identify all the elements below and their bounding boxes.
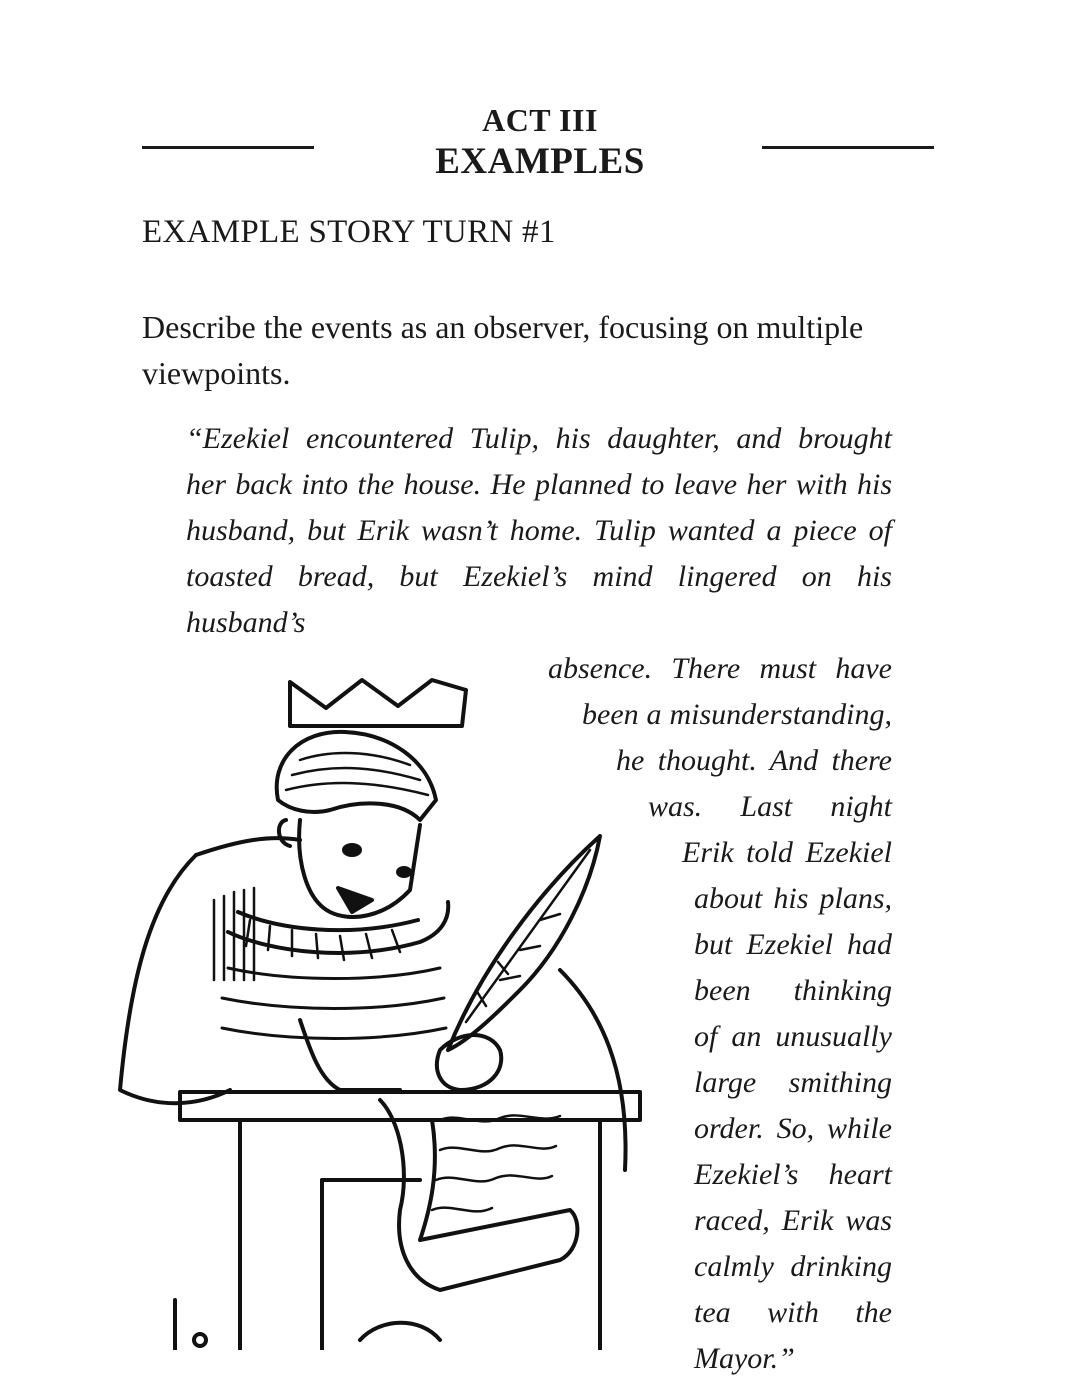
quote-line: been thinking (694, 974, 892, 1007)
quote-line: was. Last night (648, 790, 892, 823)
quote-line: her back into the house. He planned to leave her with his (186, 468, 892, 501)
quote-line: been a misunderstanding, (582, 698, 892, 731)
quote-line: raced, Erik was (694, 1204, 892, 1237)
scroll-icon (380, 1100, 577, 1290)
quote-line: absence. There must have (548, 652, 892, 685)
quote-line: tea with the (694, 1296, 892, 1329)
quote-line: husband, but Erik wasn’t home. Tulip wanted a piece of (186, 514, 892, 547)
section-title: EXAMPLES (435, 141, 645, 182)
subheading: EXAMPLE STORY TURN #1 (142, 214, 556, 250)
quote-line: order. So, while (694, 1112, 892, 1145)
quote-line: of an unusually (694, 1020, 892, 1053)
quote-line: “Ezekiel encountered Tulip, his daughter, and brought (186, 422, 892, 455)
act-label: ACT III (482, 102, 598, 138)
king-writing-with-quill-illustration (0, 650, 700, 1350)
quote-line: but Ezekiel had (694, 928, 892, 961)
quote-line: about his plans, (694, 882, 892, 915)
quote-line: he thought. And there (616, 744, 892, 777)
quote-line: toasted bread, but Ezekiel’s mind lingered on his husband’s (186, 560, 892, 639)
intro-paragraph: Describe the events as an observer, focusing on multiple viewpoints. (142, 309, 864, 391)
quote-line: Erik told Ezekiel (682, 836, 892, 869)
quote-line: Mayor.” (694, 1342, 795, 1375)
crown-icon (290, 680, 466, 726)
quote-line: large smithing (694, 1066, 892, 1099)
quote-line: calmly drinking (694, 1250, 892, 1283)
quote-line: Ezekiel’s heart (694, 1158, 892, 1191)
